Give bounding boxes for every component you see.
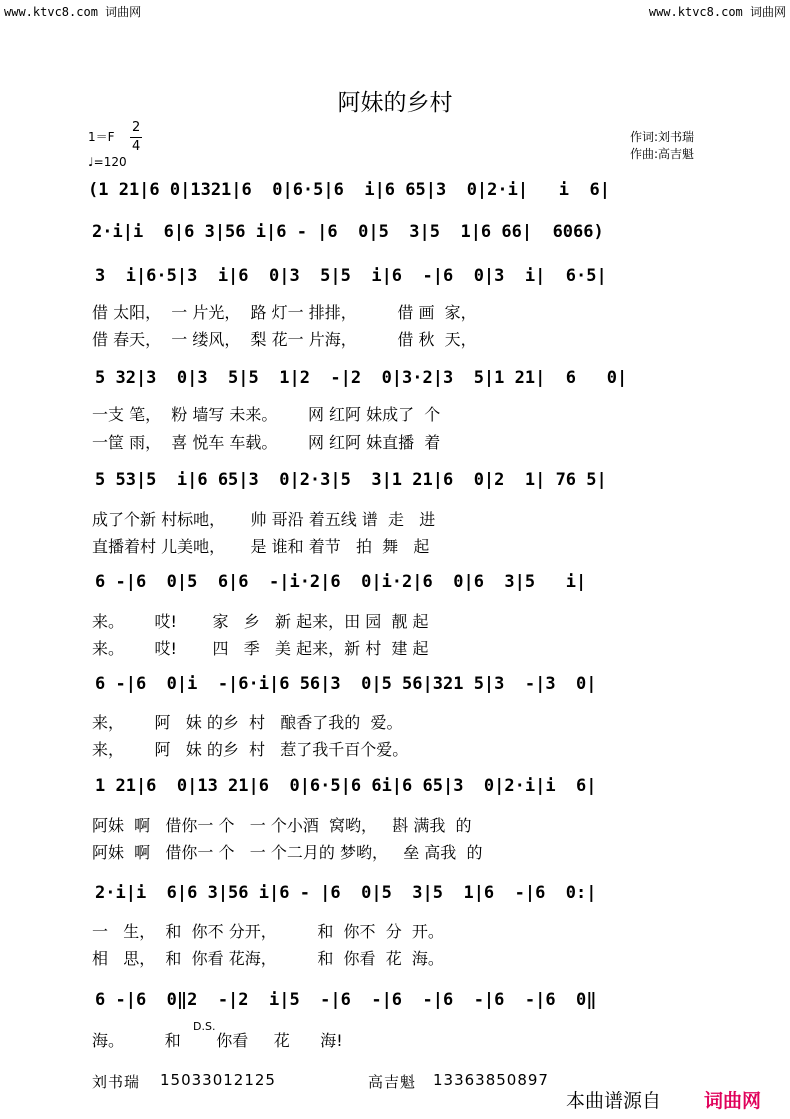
notation-line-5: 5 53|5 i|6 65|3 0|2·3|5 3|1 21|6 0|2 1| 76 5| (95, 470, 607, 490)
lyric-line-7a: 来， 阿 妹 的乡 村 酿香了我的 爱。 (92, 713, 403, 732)
lyric-line-8a: 阿妹 啊 借你一 个 一 个小酒 窝哟， 斟 满我 的 (92, 816, 472, 835)
lyric-line-10: 海。 和 你看 花 海! (92, 1031, 343, 1050)
lyric-line-4b: 一筐 雨， 喜 悦车 车载。 网 红阿 妹直播 着 (92, 433, 441, 452)
lyric-line-5b: 直播着村 儿美吔， 是 谁和 着节 拍 舞 起 (92, 537, 430, 556)
lyric-line-9a: 一 生， 和 你不 分开， 和 你不 分 开。 (92, 922, 444, 941)
time-signature-line (130, 137, 142, 138)
notation-line-2: 2·i|i 6|6 3|56 i|6 - |6 0|5 3|5 1|6 66| 6066) (92, 222, 604, 242)
notation-line-10: 6 -|6 0‖2 -|2 i|5 -|6 -|6 -|6 -|6 -|6 0‖ (95, 990, 597, 1010)
notation-line-3: 3 i|6·5|3 i|6 0|3 5|5 i|6 -|6 0|3 i| 6·5| (95, 266, 607, 286)
lyric-line-9b: 相 思， 和 你看 花海， 和 你看 花 海。 (92, 949, 444, 968)
notation-line-9: 2·i|i 6|6 3|56 i|6 - |6 0|5 3|5 1|6 -|6 0:| (95, 883, 597, 903)
lyric-line-3a: 借 太阳， 一 片光， 路 灯一 排排， 借 画 家， (92, 303, 477, 322)
time-signature-top: 2 (132, 120, 141, 135)
notation-line-8: 1 21|6 0|13 21|6 0|6·5|6 6i|6 65|3 0|2·i|i 6| (95, 776, 597, 796)
contact-a-phone: 15033012125 (160, 1071, 276, 1089)
notation-line-6: 6 -|6 0|5 6|6 -|i·2|6 0|i·2|6 0|6 3|5 i| (95, 572, 587, 592)
watermark-left: www.ktvc8.com 词曲网 (4, 5, 142, 19)
ds-mark: D.S. (193, 1020, 216, 1033)
lyric-line-7b: 来， 阿 妹 的乡 村 惹了我千百个爱。 (92, 740, 409, 759)
lyric-line-8b: 阿妹 啊 借你一 个 一 个二月的 梦哟， 垒 高我 的 (92, 843, 483, 862)
contact-b-name: 高吉魁 (368, 1073, 417, 1091)
tempo-mark: ♩=120 (88, 155, 127, 169)
notation-line-1: (1 21|6 0|1321|6 0|6·5|6 i|6 65|3 0|2·i| i 6| (88, 180, 610, 200)
lyric-line-6b: 来。 哎! 四 季 美 起来，新 村 建 起 (92, 639, 429, 658)
contact-a-name: 刘书瑞 (92, 1073, 141, 1091)
song-title: 阿妹的乡村 (337, 90, 453, 116)
lyric-line-4a: 一支 笔， 粉 墙写 未来。 网 红阿 妹成了 个 (92, 405, 441, 424)
lyric-line-5a: 成了个新 村标吔， 帅 哥沿 着五线 谱 走 进 (92, 510, 436, 529)
lyric-line-3b: 借 春天， 一 缕风， 梨 花一 片海， 借 秋 天， (92, 330, 477, 349)
composer: 作曲:高吉魁 (630, 147, 695, 161)
notation-line-7: 6 -|6 0|i -|6·i|6 56|3 0|5 56|321 5|3 -|3 0| (95, 674, 597, 694)
lyricist: 作词:刘书瑞 (630, 130, 695, 144)
lyric-line-6a: 来。 哎! 家 乡 新 起来，田 园 靓 起 (92, 612, 429, 631)
footer-site-link[interactable]: 词曲网 (704, 1090, 762, 1112)
time-signature-bottom: 4 (132, 139, 141, 154)
key-signature: 1＝F (88, 130, 115, 144)
footer-source-label: 本曲谱源自 (566, 1090, 662, 1112)
watermark-right: www.ktvc8.com 词曲网 (648, 5, 786, 19)
contact-b-phone: 13363850897 (433, 1071, 549, 1089)
notation-line-4: 5 32|3 0|3 5|5 1|2 -|2 0|3·2|3 5|1 21| 6 0| (95, 368, 628, 388)
